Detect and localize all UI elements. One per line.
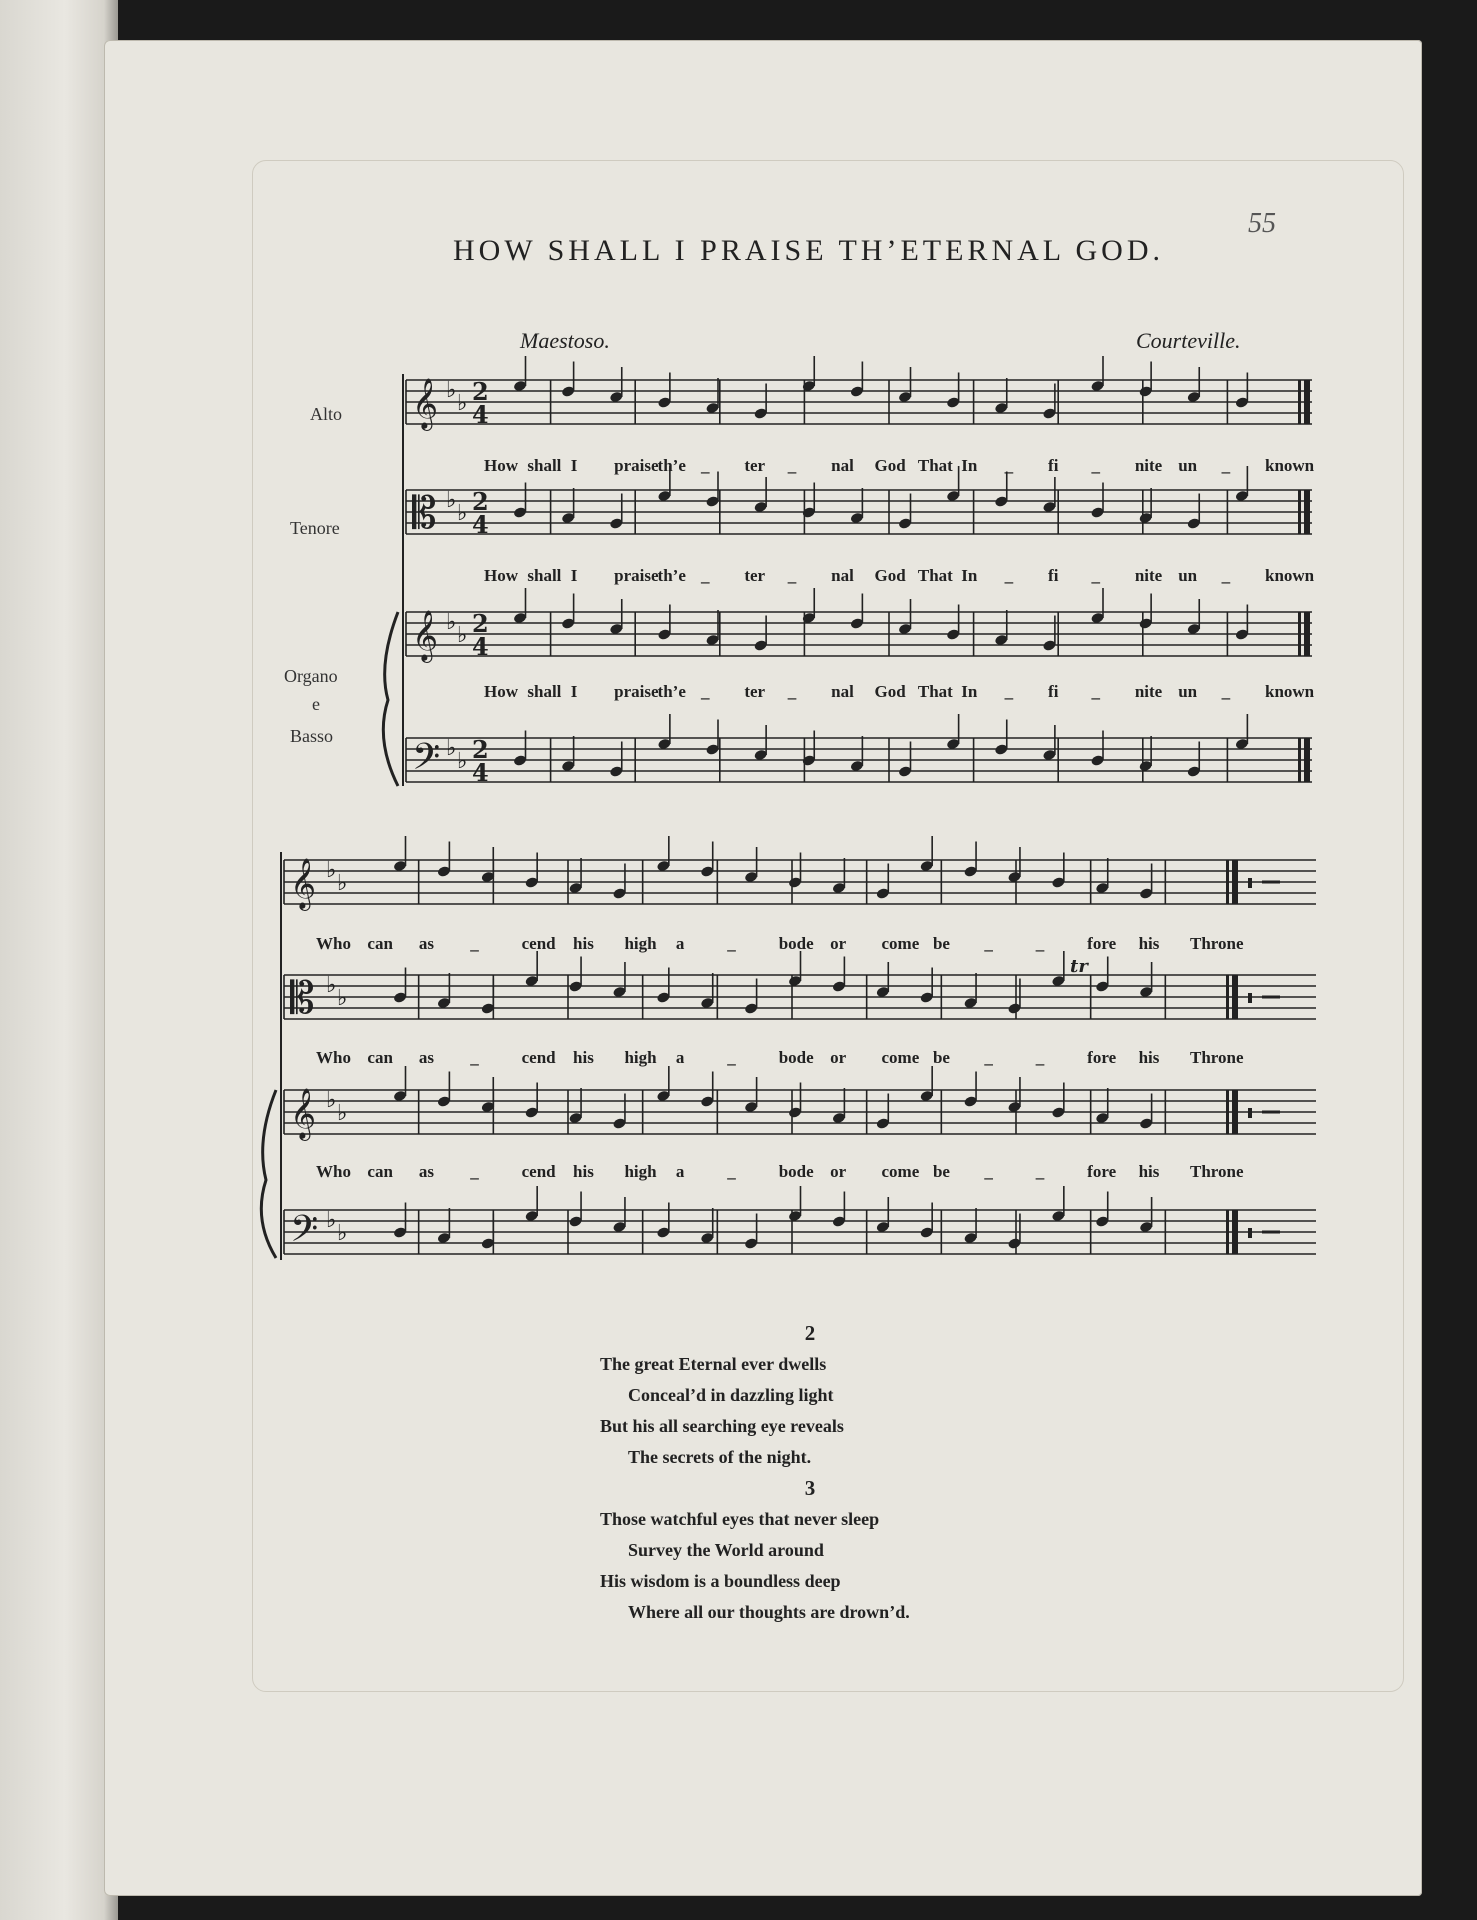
lyric-syllable-alto: his: [573, 934, 594, 953]
final-bar-thick: [1304, 490, 1310, 534]
flat-sign: ♭: [457, 391, 468, 416]
lyric-syllable-organ: _: [727, 1162, 736, 1181]
lyric-syllable-alto: In: [961, 456, 978, 475]
lyric-syllable-organ: _: [1091, 682, 1100, 701]
flat-sign: ♭: [326, 858, 337, 883]
lyric-syllable-organ: bode: [778, 1162, 814, 1181]
lyric-syllable-tenor: _: [700, 566, 710, 585]
lyric-syllable-tenor: praise: [614, 566, 659, 585]
flat-sign: ♭: [337, 986, 348, 1011]
final-bar-thick: [1232, 860, 1238, 904]
lyric-syllable-alto: a: [675, 934, 685, 953]
time-signature-top: 2: [472, 377, 489, 406]
lyric-syllable-tenor: nite: [1134, 566, 1163, 585]
lyric-syllable-tenor: cend: [521, 1048, 556, 1067]
flat-sign: ♭: [446, 488, 457, 513]
flat-sign: ♭: [446, 736, 457, 761]
clef: 𝄡: [290, 973, 315, 1024]
lyric-syllable-alto: How: [484, 456, 518, 475]
lyric-syllable-alto: fore: [1087, 934, 1117, 953]
verse-line: The great Eternal ever dwells: [600, 1354, 827, 1374]
final-bar-thick: [1232, 1210, 1238, 1254]
lyric-syllable-alto: Who: [316, 934, 351, 953]
clef: 𝄞: [412, 610, 439, 661]
lyric-syllable-organ: nite: [1134, 682, 1163, 701]
lyric-syllable-alto: can: [367, 934, 393, 953]
flat-sign: ♭: [337, 1221, 348, 1246]
rest-mark: [1248, 993, 1252, 1003]
lyric-syllable-tenor: high: [624, 1048, 657, 1067]
part-label-alto: Alto: [310, 404, 343, 424]
lyric-syllable-alto: _: [787, 456, 797, 475]
lyric-syllable-organ: _: [984, 1162, 993, 1181]
lyric-syllable-organ: _: [787, 682, 797, 701]
lyric-syllable-alto: fi: [1048, 456, 1059, 475]
lyric-syllable-alto: _: [984, 934, 993, 953]
lyric-syllable-organ: praise: [614, 682, 659, 701]
lyric-syllable-organ: be: [932, 1162, 950, 1181]
lyric-syllable-organ: fore: [1087, 1162, 1117, 1181]
lyric-syllable-organ: God: [874, 682, 906, 701]
lyric-syllable-tenor: _: [727, 1048, 736, 1067]
lyric-syllable-tenor: How: [484, 566, 518, 585]
lyric-syllable-alto: That: [917, 456, 953, 475]
lyric-syllable-tenor: ter: [744, 566, 766, 585]
lyric-syllable-alto: _: [1035, 934, 1045, 953]
lyric-syllable-tenor: his: [1138, 1048, 1160, 1067]
lyric-syllable-organ: I: [570, 682, 578, 701]
lyric-syllable-alto: high: [624, 934, 657, 953]
final-bar-thin: [1298, 612, 1301, 656]
lyric-syllable-alto: cend: [521, 934, 556, 953]
lyric-syllable-tenor: _: [787, 566, 797, 585]
lyric-syllable-organ: In: [961, 682, 978, 701]
clef: 𝄡: [412, 488, 437, 539]
lyric-syllable-tenor: That: [917, 566, 953, 585]
lyric-syllable-alto: _: [1221, 456, 1231, 475]
lyric-syllable-organ: or: [830, 1162, 847, 1181]
lyric-syllable-organ: cend: [521, 1162, 556, 1181]
lyric-syllable-organ: un: [1178, 682, 1198, 701]
lyric-syllable-tenor: _: [984, 1048, 993, 1067]
lyric-syllable-organ: th’e: [657, 682, 686, 701]
lyric-syllable-tenor: known: [1265, 566, 1315, 585]
lyric-syllable-tenor: as: [418, 1048, 434, 1067]
lyric-syllable-alto: un: [1178, 456, 1198, 475]
lyric-syllable-alto: bode: [778, 934, 814, 953]
lyric-syllable-alto: praise: [614, 456, 659, 475]
lyric-syllable-alto: or: [830, 934, 847, 953]
verse-number: 2: [804, 1321, 816, 1345]
flat-sign: ♭: [457, 749, 468, 774]
lyric-syllable-alto: Throne: [1190, 934, 1244, 953]
lyric-syllable-tenor: his: [573, 1048, 594, 1067]
page-number: 55: [1248, 208, 1276, 239]
lyric-syllable-organ: How: [484, 682, 518, 701]
lyric-syllable-tenor: un: [1178, 566, 1198, 585]
time-signature-bottom: 4: [472, 400, 489, 429]
verses-block: [600, 1318, 1020, 1628]
verse-line: Conceal’d in dazzling light: [628, 1385, 834, 1405]
final-bar-thick: [1304, 738, 1310, 782]
clef: 𝄞: [290, 858, 317, 909]
lyric-syllable-tenor: Throne: [1190, 1048, 1244, 1067]
trill-ornament: tr: [1070, 956, 1088, 977]
lyric-syllable-tenor: In: [961, 566, 978, 585]
rest-mark: [1248, 1108, 1252, 1118]
clef: 𝄢: [412, 736, 441, 787]
final-bar-thin: [1298, 738, 1301, 782]
final-bar-thick: [1304, 612, 1310, 656]
flat-sign: ♭: [457, 623, 468, 648]
lyric-syllable-organ: fi: [1048, 682, 1059, 701]
lyric-syllable-alto: come: [881, 934, 920, 953]
lyric-syllable-organ: high: [624, 1162, 657, 1181]
lyric-syllable-tenor: fi: [1048, 566, 1059, 585]
lyric-syllable-tenor: _: [1035, 1048, 1045, 1067]
lyric-syllable-organ: _: [470, 1162, 479, 1181]
lyric-syllable-tenor: _: [1221, 566, 1231, 585]
time-signature-bottom: 4: [472, 510, 489, 539]
verse-line: Where all our thoughts are drown’d.: [628, 1602, 910, 1622]
lyric-syllable-alto: nite: [1134, 456, 1163, 475]
verse-number: 3: [804, 1476, 816, 1500]
part-label-e: e: [312, 694, 320, 714]
time-signature-top: 2: [472, 487, 489, 516]
lyric-syllable-tenor: nal: [831, 566, 854, 585]
lyric-syllable-organ: a: [675, 1162, 685, 1181]
lyric-syllable-alto: ter: [744, 456, 766, 475]
lyric-syllable-organ: nal: [831, 682, 854, 701]
organ-brace: [383, 612, 398, 786]
lyric-syllable-organ: _: [1221, 682, 1231, 701]
verse-line: But his all searching eye reveals: [600, 1416, 844, 1436]
lyric-syllable-organ: _: [700, 682, 710, 701]
lyric-syllable-alto: as: [418, 934, 434, 953]
part-label-basso: Basso: [290, 726, 334, 746]
lyric-syllable-alto: th’e: [657, 456, 686, 475]
lyric-syllable-tenor: can: [367, 1048, 393, 1067]
part-label-organ: Organo: [284, 666, 338, 686]
verse-line: Those watchful eyes that never sleep: [600, 1509, 880, 1529]
final-bar-thin: [1226, 1090, 1229, 1134]
lyric-syllable-organ: his: [573, 1162, 594, 1181]
composer-name: Courteville.: [1136, 328, 1241, 353]
clef: 𝄢: [290, 1208, 319, 1259]
lyric-syllable-organ: That: [917, 682, 953, 701]
lyric-syllable-tenor: a: [675, 1048, 685, 1067]
flat-sign: ♭: [326, 1088, 337, 1113]
final-bar-thin: [1226, 975, 1229, 1019]
lyric-syllable-alto: _: [1091, 456, 1100, 475]
flat-sign: ♭: [326, 973, 337, 998]
time-signature-top: 2: [472, 609, 489, 638]
lyric-syllable-alto: his: [1138, 934, 1160, 953]
lyric-syllable-tenor: _: [1004, 566, 1014, 585]
lyric-syllable-tenor: shall: [527, 566, 562, 585]
final-bar-thick: [1232, 975, 1238, 1019]
lyric-syllable-tenor: God: [874, 566, 906, 585]
part-label-tenor: Tenore: [290, 518, 340, 538]
verse-line: The secrets of the night.: [628, 1447, 812, 1467]
final-bar-thin: [1298, 490, 1301, 534]
lyric-syllable-organ: his: [1138, 1162, 1160, 1181]
final-bar-thin: [1298, 380, 1301, 424]
final-bar-thick: [1232, 1090, 1238, 1134]
lyric-syllable-organ: shall: [527, 682, 562, 701]
lyric-syllable-organ: Who: [316, 1162, 351, 1181]
flat-sign: ♭: [446, 610, 457, 635]
flat-sign: ♭: [337, 871, 348, 896]
lyric-syllable-tenor: be: [932, 1048, 950, 1067]
lyric-syllable-tenor: come: [881, 1048, 920, 1067]
final-bar-thick: [1304, 380, 1310, 424]
lyric-syllable-organ: ter: [744, 682, 766, 701]
lyric-syllable-alto: known: [1265, 456, 1315, 475]
lyric-syllable-alto: _: [700, 456, 710, 475]
time-signature-bottom: 4: [472, 758, 489, 787]
final-bar-thin: [1226, 860, 1229, 904]
flat-sign: ♭: [337, 1101, 348, 1126]
lyric-syllable-tenor: Who: [316, 1048, 351, 1067]
clef: 𝄞: [290, 1088, 317, 1139]
song-title-text: HOW SHALL I PRAISE TH’ETERNAL GOD.: [453, 234, 1164, 267]
verse-line: Survey the World around: [628, 1540, 824, 1560]
rest-mark: [1248, 1228, 1252, 1238]
verse-line: His wisdom is a boundless deep: [600, 1571, 841, 1591]
lyric-syllable-alto: _: [470, 934, 479, 953]
lyric-syllable-alto: God: [874, 456, 906, 475]
lyric-syllable-alto: I: [570, 456, 578, 475]
lyric-syllable-organ: _: [1035, 1162, 1045, 1181]
time-signature-top: 2: [472, 735, 489, 764]
lyric-syllable-alto: _: [1004, 456, 1014, 475]
lyric-syllable-tenor: fore: [1087, 1048, 1117, 1067]
lyric-syllable-organ: as: [418, 1162, 434, 1181]
lyric-syllable-tenor: _: [1091, 566, 1100, 585]
time-signature-bottom: 4: [472, 632, 489, 661]
organ-brace: [261, 1090, 276, 1258]
lyric-syllable-organ: can: [367, 1162, 393, 1181]
flat-sign: ♭: [446, 378, 457, 403]
lyric-syllable-tenor: th’e: [657, 566, 686, 585]
lyric-syllable-tenor: _: [470, 1048, 479, 1067]
rest-mark: [1248, 878, 1252, 888]
lyric-syllable-organ: known: [1265, 682, 1315, 701]
tempo-marking: Maestoso.: [520, 328, 610, 353]
final-bar-thin: [1226, 1210, 1229, 1254]
flat-sign: ♭: [457, 501, 468, 526]
lyric-syllable-alto: nal: [831, 456, 854, 475]
lyric-syllable-tenor: I: [570, 566, 578, 585]
lyric-syllable-organ: come: [881, 1162, 920, 1181]
lyric-syllable-tenor: or: [830, 1048, 847, 1067]
clef: 𝄞: [412, 378, 439, 429]
lyric-syllable-tenor: bode: [778, 1048, 814, 1067]
lyric-syllable-alto: shall: [527, 456, 562, 475]
lyric-syllable-organ: _: [1004, 682, 1014, 701]
lyric-syllable-alto: be: [932, 934, 950, 953]
lyric-syllable-alto: _: [727, 934, 736, 953]
lyric-syllable-organ: Throne: [1190, 1162, 1244, 1181]
flat-sign: ♭: [326, 1208, 337, 1233]
